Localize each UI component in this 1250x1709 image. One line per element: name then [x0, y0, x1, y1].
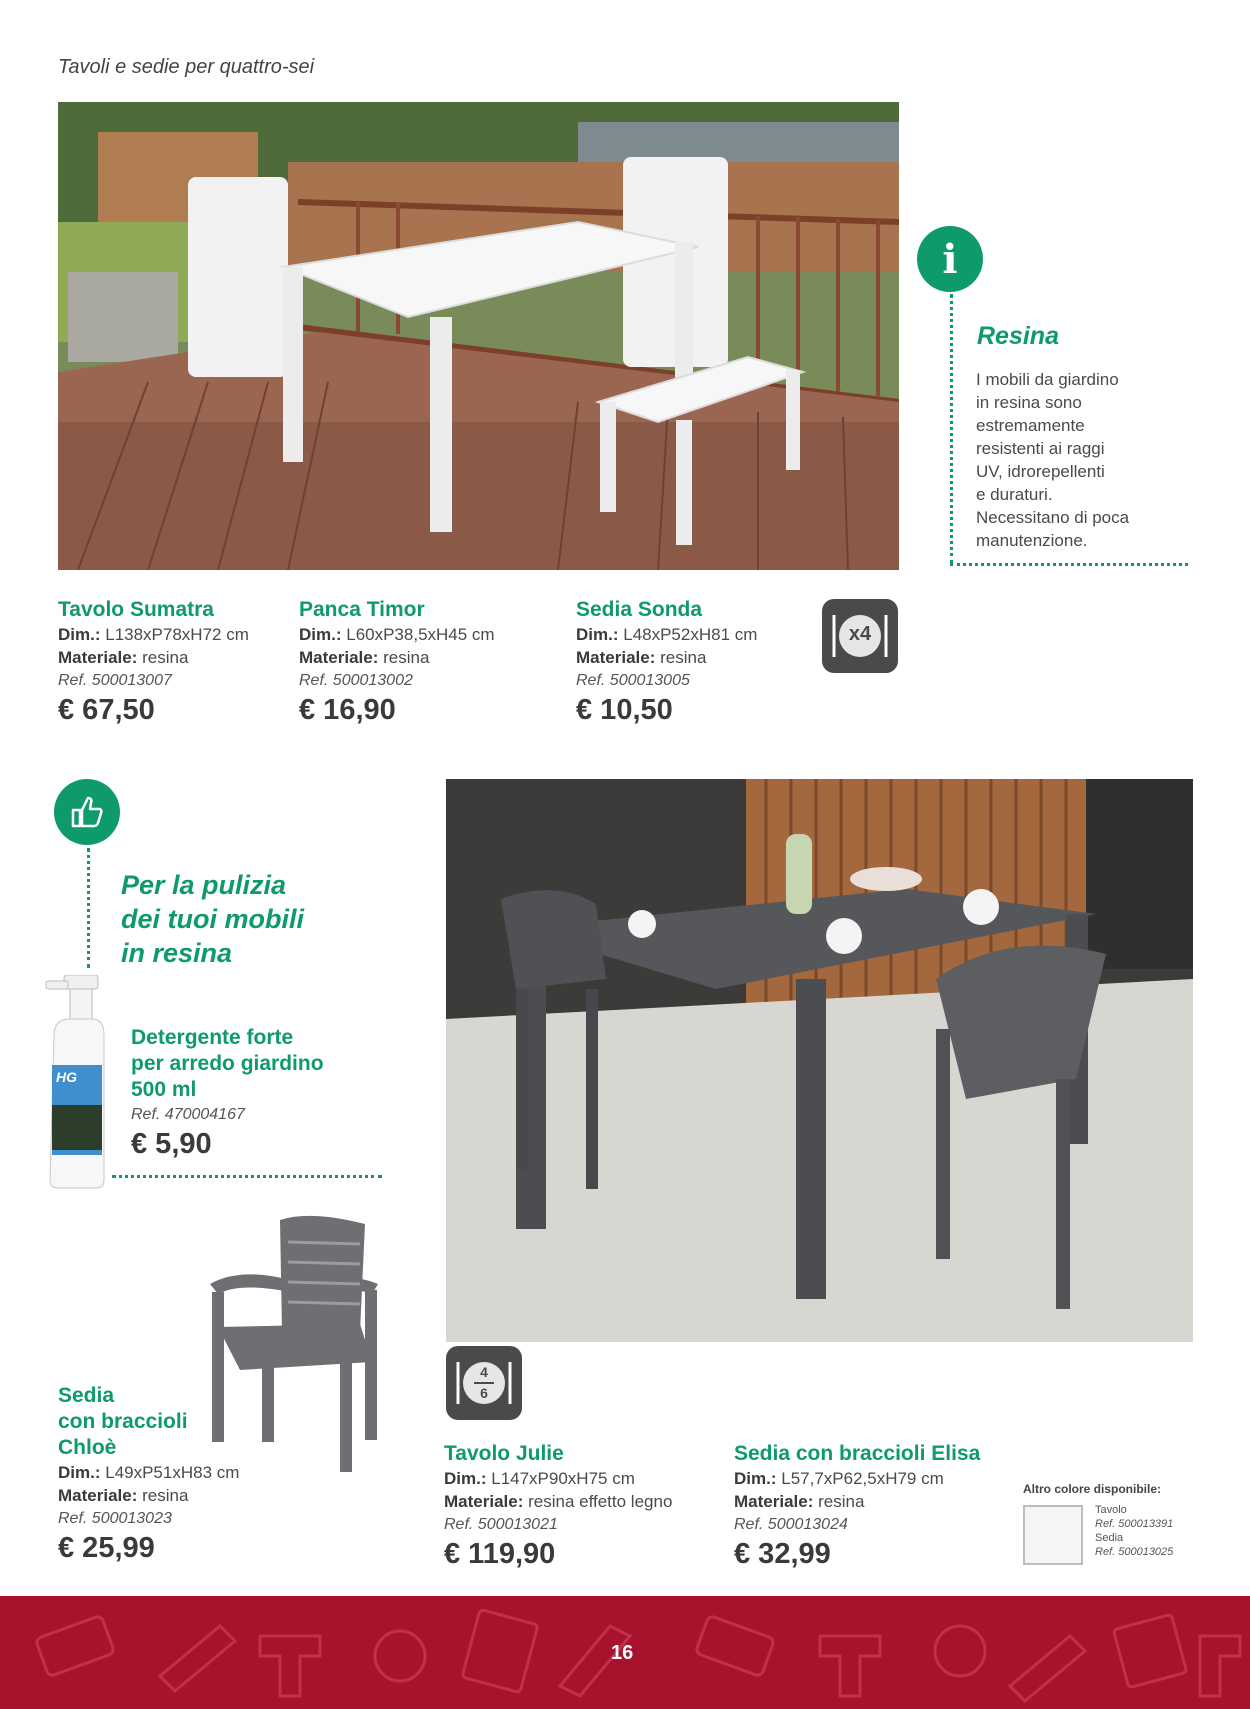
product-material: Materiale: resina — [299, 648, 430, 667]
product-sedia-chloe — [58, 1383, 239, 1566]
product-name: Panca Timor — [299, 598, 425, 621]
seats-count: x4 — [848, 623, 872, 645]
product-ref: Ref. 500013021 — [444, 1516, 558, 1533]
info-icon: i — [917, 226, 983, 292]
info-line: I mobili da giardino — [976, 370, 1119, 389]
seats-min: 4 — [480, 1364, 488, 1380]
product-name: per arredo giardino — [131, 1052, 324, 1075]
product-material: Materiale: resina — [576, 648, 707, 667]
info-line: UV, idrorepellenti — [976, 462, 1105, 481]
product-dimensions: Dim.: L138xP78xH72 cm — [58, 625, 249, 644]
product-price: € 32,99 — [734, 1538, 831, 1570]
product-dimensions: Dim.: L57,7xP62,5xH79 cm — [734, 1469, 944, 1488]
info-line: estremamente — [976, 416, 1085, 435]
other-color-refs: Tavolo Ref. 500013391 Sedia Ref. 500013025 — [1095, 1504, 1174, 1558]
cleaning-divider-horizontal — [112, 1175, 382, 1178]
product-panca-timor — [299, 597, 495, 728]
product-name: Chloè — [58, 1436, 117, 1459]
product-name: 500 ml — [131, 1078, 197, 1101]
thumbs-up-icon — [54, 779, 120, 845]
product-dimensions: Dim.: L147xP90xH75 cm — [444, 1469, 635, 1488]
product-material: Materiale: resina effetto legno — [444, 1492, 673, 1511]
product-material: Materiale: resina — [734, 1492, 865, 1511]
footer-band — [0, 1596, 1250, 1709]
other-color-swatch — [1023, 1505, 1083, 1565]
info-line: e duraturi. — [976, 485, 1053, 504]
product-name: Sedia con braccioli Elisa — [734, 1442, 981, 1465]
other-color-title: Altro colore disponibile: — [1023, 1482, 1162, 1496]
product-material: Materiale: resina — [58, 648, 189, 667]
seats-icon-range — [446, 1346, 522, 1420]
info-line: Necessitano di poca — [976, 508, 1130, 527]
product-name: Sedia — [58, 1384, 115, 1407]
cleaning-title: Per la pulizia dei tuoi mobili in resina — [121, 870, 304, 968]
product-tavolo-julie — [444, 1441, 672, 1572]
product-price: € 5,90 — [131, 1128, 212, 1160]
cleaning-divider-vertical — [87, 848, 90, 968]
product-dimensions: Dim.: L49xP51xH83 cm — [58, 1463, 240, 1482]
product-dimensions: Dim.: L60xP38,5xH45 cm — [299, 625, 495, 644]
info-divider-horizontal — [950, 563, 1188, 566]
info-text — [976, 368, 1176, 552]
product-name: con braccioli — [58, 1410, 188, 1433]
product-tavolo-sumatra — [58, 597, 249, 728]
product-name: Sedia Sonda — [576, 598, 703, 621]
spray-bottle-image — [44, 975, 110, 1190]
product-name: Tavolo Sumatra — [58, 598, 214, 621]
product-detergente — [131, 1025, 324, 1162]
product-price: € 67,50 — [58, 694, 155, 726]
product-name: Detergente forte — [131, 1026, 294, 1049]
product-price: € 10,50 — [576, 694, 673, 726]
product-ref: Ref. 500013023 — [58, 1510, 172, 1527]
product-price: € 25,99 — [58, 1532, 155, 1564]
top-product-photo — [58, 102, 899, 570]
info-line: in resina sono — [976, 393, 1082, 412]
info-line: resistenti ai raggi — [976, 439, 1105, 458]
seats-max: 6 — [480, 1385, 488, 1401]
product-ref: Ref. 500013002 — [299, 672, 413, 689]
product-price: € 119,90 — [444, 1538, 556, 1570]
product-sedia-sonda — [576, 597, 757, 728]
product-ref: Ref. 470004167 — [131, 1106, 245, 1123]
bottom-product-photo — [446, 779, 1193, 1342]
product-ref: Ref. 500013024 — [734, 1516, 848, 1533]
product-ref: Ref. 500013007 — [58, 672, 172, 689]
seats-icon — [822, 599, 898, 673]
product-ref: Ref. 500013005 — [576, 672, 690, 689]
product-name: Tavolo Julie — [444, 1442, 564, 1465]
product-dimensions: Dim.: L48xP52xH81 cm — [576, 625, 758, 644]
plate-cutlery-icon — [446, 1346, 522, 1420]
product-price: € 16,90 — [299, 694, 396, 726]
section-title: Tavoli e sedie per quattro-sei — [58, 56, 315, 78]
info-title: Resina — [977, 322, 1059, 350]
bottle-brand: HG — [56, 1069, 77, 1085]
product-material: Materiale: resina — [58, 1486, 189, 1505]
info-line: manutenzione. — [976, 531, 1088, 550]
product-sedia-elisa — [734, 1441, 980, 1572]
page-number: 16 — [611, 1642, 634, 1664]
info-divider-vertical — [950, 294, 953, 564]
